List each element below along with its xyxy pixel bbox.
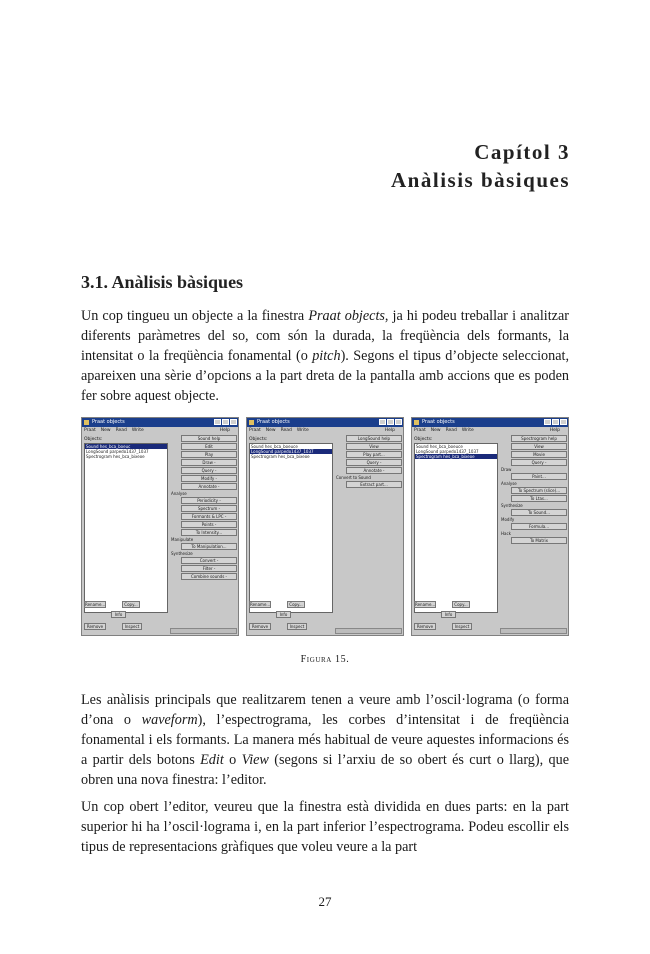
action-button[interactable]: Filter - [181,565,237,572]
paragraph-2: Les anàlisis principals que realitzarem tenen a veure amb l’oscil·lograma (o forma d’ona o waveform), l’espectrograma, les corbes d’intensitat i de freqüència fonamental i els formants. La manera més habitual de veure aquestes informacions és a partir dels botons Edit o View (segons si l’arxiu de so obert és curt o llarg), que obren una nova finestra: l’editor. [81,692,570,788]
action-button[interactable]: Modify - [181,475,237,482]
list-item[interactable]: LongSound parpedo1437_1037 [416,449,479,454]
minimize-icon[interactable] [379,419,386,425]
window-title: Praat objects [422,419,455,425]
list-item[interactable]: LongSound parpedo1437_1037 [250,449,332,454]
menu-item[interactable]: New [430,428,441,433]
menu-bar [82,427,238,435]
objects-label: Objects: [84,437,103,442]
horizontal-scrollbar[interactable] [170,628,237,634]
action-button[interactable]: Spectrum - [181,505,237,512]
menu-help[interactable]: Help [549,428,560,433]
bottom-button[interactable]: Copy... [287,601,305,608]
paragraph-1: Un cop tingueu un objecte a la finestra Praat objects, ja hi podeu treballar i analitzar diferents paràmetres del so, com són la durada, la freqüència dels formants, la intensitat o la freqüència fonamental (o pitch). Segons el tipus d’objecte seleccionat, apareixen una sèrie d’opcions a la part dreta de la pantalla amb accions que es poden fer sobre aquest objecte. [81,308,569,404]
page-number: 27 [318,894,332,909]
help-button[interactable]: Spectrogram help [511,435,567,442]
objects-list[interactable] [84,443,168,613]
bottom-button[interactable]: Rename... [250,602,271,607]
action-button[interactable]: Query - [181,467,237,474]
help-button[interactable]: Sound help [181,435,237,442]
menu-item[interactable]: Praat [414,428,426,433]
bottom-button[interactable]: Remove [249,623,271,630]
menu-bar [247,427,403,435]
panel-header: Hack [501,531,511,536]
menu-item[interactable]: New [265,428,276,433]
title-bar [247,418,403,427]
menu-item[interactable]: Write [131,428,144,433]
panel-header: Draw [501,467,512,472]
praat-window [411,417,569,636]
list-item[interactable]: Sound hes_bca_boeuc [85,444,167,449]
action-button[interactable]: View [511,443,567,450]
bottom-button[interactable]: Copy... [452,601,470,608]
window-title: Praat objects [257,419,290,425]
menu-item[interactable]: New [100,428,111,433]
action-button[interactable]: Combine sounds - [181,573,237,580]
action-button[interactable]: Points - [181,521,237,528]
chapter-title: Anàlisis bàsiques [391,168,570,192]
objects-list[interactable] [414,443,498,613]
chapter-number: Capítol 3 [474,140,570,164]
menu-item[interactable]: Praat [249,428,261,433]
objects-label: Objects: [249,437,268,442]
bottom-button[interactable]: Rename... [415,602,436,607]
action-panel [336,435,402,489]
action-button[interactable]: Query - [346,459,402,466]
bottom-button[interactable]: Remove [414,623,436,630]
menu-item[interactable]: Read [115,428,127,433]
menu-item[interactable]: Read [445,428,457,433]
action-button[interactable]: Paint... [511,473,567,480]
panel-header: Synthesize [501,503,523,508]
title-bar [412,418,568,427]
panel-header: Analyse [171,491,187,496]
horizontal-scrollbar[interactable] [500,628,567,634]
paragraph-3: Un cop obert l’editor, veureu que la finestra està dividida en dues parts: en la part superior hi ha l’oscil·lograma i, en la part inferior l’espectrograma. Podeu escollir els tipus de representacions gràfiques que voleu veure a la part [81,799,569,855]
action-button[interactable]: To Spectrum (slice)... [511,487,567,494]
close-icon[interactable] [560,419,567,425]
horizontal-scrollbar[interactable] [335,628,402,634]
close-icon[interactable] [395,419,402,425]
maximize-icon[interactable] [387,419,394,425]
action-button[interactable]: Formants & LPC - [181,513,237,520]
bottom-button[interactable]: Inspect [287,623,307,630]
list-item[interactable]: Spectrogram hes_bca_bixeoe [251,454,310,459]
bottom-button[interactable]: Remove [84,623,106,630]
menu-item[interactable]: Praat [84,428,96,433]
bottom-button[interactable]: Info [276,611,291,618]
menu-bar [412,427,568,435]
action-button[interactable]: Extract part... [346,481,402,488]
action-button[interactable]: Annotate - [181,483,237,490]
bottom-button[interactable]: Inspect [452,623,472,630]
menu-help[interactable]: Help [219,428,230,433]
menu-item[interactable]: Read [280,428,292,433]
praat-icon [414,420,419,425]
figure-caption: Figura 15. [300,654,350,665]
close-icon[interactable] [230,419,237,425]
maximize-icon[interactable] [222,419,229,425]
action-button[interactable]: Play part... [346,451,402,458]
action-button[interactable]: Edit [181,443,237,450]
panel-header: Convert to Sound [336,475,371,480]
bottom-button[interactable]: Rename... [85,602,106,607]
praat-window [246,417,404,636]
action-button[interactable]: To Manipulation... [181,543,237,550]
list-item[interactable]: Spectrogram hes_bca_bixeoe [415,454,497,459]
action-button[interactable]: Query - [511,459,567,466]
action-button[interactable]: View [346,443,402,450]
action-button[interactable]: Convert - [181,557,237,564]
praat-window [81,417,239,636]
bottom-button[interactable]: Info [441,611,456,618]
minimize-icon[interactable] [214,419,221,425]
list-item[interactable]: LongSound parpedo1437_1037 [86,449,149,454]
title-bar [82,418,238,427]
action-button[interactable]: Draw - [181,459,237,466]
bottom-button[interactable]: Copy... [122,601,140,608]
action-button[interactable]: Movie [511,451,567,458]
panel-header: Modify [501,517,515,522]
action-button[interactable]: To Matrix [511,537,567,544]
action-button[interactable]: To Sound... [511,509,567,516]
window-title: Praat objects [92,419,125,425]
help-button[interactable]: LongSound help [346,435,402,442]
list-item[interactable]: Sound hes_bca_boeuce [251,444,298,449]
objects-list[interactable] [249,443,333,613]
action-button[interactable]: Play [181,451,237,458]
menu-item[interactable]: Write [296,428,309,433]
maximize-icon[interactable] [552,419,559,425]
praat-icon [84,420,89,425]
action-button[interactable]: Annotate - [346,467,402,474]
window-controls [379,419,402,425]
list-item[interactable]: Spectrogram hes_bca_bixeoe [86,454,145,459]
action-panel [501,435,567,545]
menu-item[interactable]: Write [461,428,474,433]
section-title: 3.1. Anàlisis bàsiques [81,272,244,292]
panel-header: Manipulate [171,537,194,542]
list-item[interactable]: Sound hes_bca_boeuce [416,444,463,449]
menu-help[interactable]: Help [384,428,395,433]
panel-header: Synthesize [171,551,193,556]
bottom-button[interactable]: Inspect [122,623,142,630]
bottom-button[interactable]: Info [111,611,126,618]
praat-icon [249,420,254,425]
action-button[interactable]: Formula... [511,523,567,530]
action-button[interactable]: To Intensity... [181,529,237,536]
panel-header: Analyse [501,481,517,486]
action-button[interactable]: To Ltas... [511,495,567,502]
objects-label: Objects: [414,437,433,442]
window-controls [544,419,567,425]
action-panel [171,435,237,581]
minimize-icon[interactable] [544,419,551,425]
action-button[interactable]: Periodicity - [181,497,237,504]
window-controls [214,419,237,425]
